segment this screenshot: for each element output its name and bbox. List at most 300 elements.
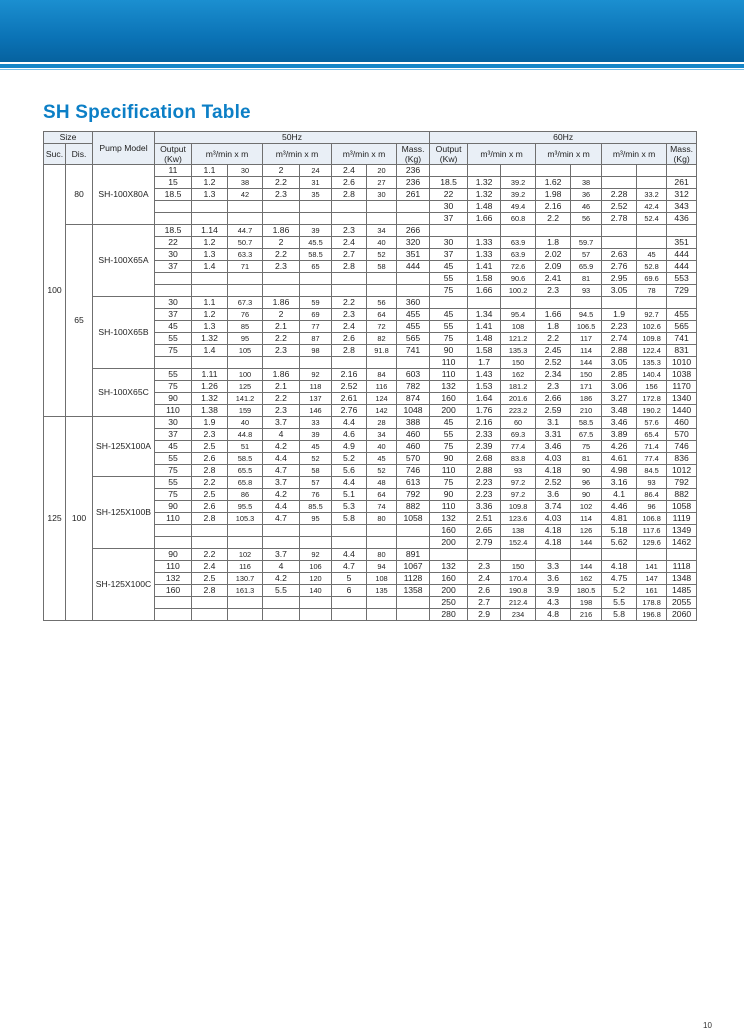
pump-model-cell: SH-125X100B xyxy=(93,477,155,549)
discharge-size-cell: 80 xyxy=(66,165,93,225)
value-cell: 30 xyxy=(430,237,468,249)
value-cell: 170.4 xyxy=(501,573,536,585)
value-cell: 2.4 xyxy=(192,561,228,573)
value-cell: 90 xyxy=(571,489,602,501)
value-cell: 5.5 xyxy=(602,597,637,609)
value-cell: 2.52 xyxy=(332,381,367,393)
value-cell: 782 xyxy=(397,381,430,393)
value-cell: 96 xyxy=(637,501,667,513)
value-cell: 2.16 xyxy=(468,417,501,429)
value-cell: 2.65 xyxy=(468,525,501,537)
value-cell: 4.1 xyxy=(602,489,637,501)
value-cell: 24 xyxy=(300,165,332,177)
value-cell: 460 xyxy=(397,429,430,441)
value-cell: 152.4 xyxy=(501,537,536,549)
value-cell xyxy=(367,537,397,549)
value-cell: 86 xyxy=(228,489,263,501)
value-cell: 1.86 xyxy=(263,297,300,309)
value-cell xyxy=(397,357,430,369)
value-cell: 83.8 xyxy=(501,453,536,465)
value-cell: 1.66 xyxy=(468,213,501,225)
value-cell: 444 xyxy=(397,261,430,273)
value-cell: 1.66 xyxy=(536,309,571,321)
value-cell: 210 xyxy=(571,405,602,417)
value-cell: 30 xyxy=(155,417,192,429)
value-cell: 2.3 xyxy=(263,189,300,201)
value-cell: 95.4 xyxy=(501,309,536,321)
value-cell: 4.4 xyxy=(332,549,367,561)
value-cell: 87 xyxy=(300,333,332,345)
value-cell: 5.6 xyxy=(332,465,367,477)
pump-model-cell: SH-125X100C xyxy=(93,549,155,621)
value-cell: 22 xyxy=(155,237,192,249)
value-cell: 114 xyxy=(571,345,602,357)
value-cell: 132 xyxy=(430,381,468,393)
value-cell: 90.6 xyxy=(501,273,536,285)
value-cell: 2.2 xyxy=(332,297,367,309)
value-cell: 4.4 xyxy=(332,477,367,489)
value-cell: 106 xyxy=(300,561,332,573)
pump-model-cell: SH-100X65B xyxy=(93,297,155,369)
value-cell: 444 xyxy=(667,261,697,273)
value-cell: 2.2 xyxy=(192,477,228,489)
value-cell: 90 xyxy=(430,345,468,357)
value-cell: 78 xyxy=(637,285,667,297)
value-cell: 97.2 xyxy=(501,489,536,501)
value-cell: 4.75 xyxy=(602,573,637,585)
value-cell: 455 xyxy=(667,309,697,321)
value-cell xyxy=(192,537,228,549)
value-cell xyxy=(263,537,300,549)
value-cell xyxy=(332,273,367,285)
value-cell: 1067 xyxy=(397,561,430,573)
value-cell xyxy=(602,549,637,561)
value-cell: 2.23 xyxy=(468,489,501,501)
value-cell: 90 xyxy=(571,465,602,477)
value-cell xyxy=(300,609,332,621)
value-cell: 160 xyxy=(430,393,468,405)
value-cell: 93 xyxy=(571,285,602,297)
value-cell: 37 xyxy=(155,309,192,321)
value-cell: 52 xyxy=(367,249,397,261)
value-cell: 613 xyxy=(397,477,430,489)
value-cell: 223.2 xyxy=(501,405,536,417)
value-cell: 2.6 xyxy=(192,501,228,513)
value-cell: 2.2 xyxy=(263,177,300,189)
value-cell: 160 xyxy=(430,525,468,537)
value-cell: 95 xyxy=(228,333,263,345)
value-cell: 1.62 xyxy=(536,177,571,189)
value-cell: 343 xyxy=(667,201,697,213)
value-cell: 65.8 xyxy=(228,477,263,489)
value-cell: 108 xyxy=(367,573,397,585)
value-cell: 1.9 xyxy=(602,309,637,321)
value-cell: 1.48 xyxy=(468,333,501,345)
value-cell xyxy=(263,597,300,609)
value-cell: 162 xyxy=(501,369,536,381)
table-row xyxy=(44,477,697,489)
value-cell: 2.8 xyxy=(192,465,228,477)
value-cell: 2.1 xyxy=(263,321,300,333)
value-cell: 116 xyxy=(367,381,397,393)
value-cell: 20 xyxy=(367,165,397,177)
value-cell: 122.4 xyxy=(637,345,667,357)
value-cell: 836 xyxy=(667,453,697,465)
value-cell: 570 xyxy=(667,429,697,441)
value-cell: 39 xyxy=(300,429,332,441)
table-row xyxy=(44,165,697,177)
value-cell xyxy=(300,273,332,285)
value-cell: 146 xyxy=(300,405,332,417)
value-cell: 2.3 xyxy=(263,261,300,273)
value-cell: 55 xyxy=(430,321,468,333)
value-cell: 65 xyxy=(300,261,332,273)
value-cell: 138 xyxy=(501,525,536,537)
value-cell: 2.3 xyxy=(536,285,571,297)
value-cell: 117.6 xyxy=(637,525,667,537)
page-title: SH Specification Table xyxy=(43,102,251,123)
value-cell: 5.2 xyxy=(602,585,637,597)
value-cell: 162 xyxy=(571,573,602,585)
value-cell: 1.2 xyxy=(192,177,228,189)
value-cell: 6 xyxy=(332,585,367,597)
value-cell: 212.4 xyxy=(501,597,536,609)
value-cell: 33.2 xyxy=(637,189,667,201)
value-cell: 38 xyxy=(571,177,602,189)
value-cell: 52.8 xyxy=(637,261,667,273)
value-cell xyxy=(155,609,192,621)
value-cell: 100.2 xyxy=(501,285,536,297)
value-cell: 18.5 xyxy=(155,225,192,237)
value-cell: 3.36 xyxy=(468,501,501,513)
value-cell: 186 xyxy=(571,393,602,405)
value-cell: 3.7 xyxy=(263,477,300,489)
value-cell: 1.26 xyxy=(192,381,228,393)
value-cell: 3.1 xyxy=(536,417,571,429)
value-cell: 135.3 xyxy=(637,357,667,369)
value-cell: 882 xyxy=(397,501,430,513)
value-cell: 93 xyxy=(501,465,536,477)
value-cell xyxy=(397,537,430,549)
value-cell: 388 xyxy=(397,417,430,429)
value-cell: 93 xyxy=(637,477,667,489)
value-cell: 1.32 xyxy=(468,189,501,201)
value-cell: 106.5 xyxy=(571,321,602,333)
value-cell xyxy=(430,225,468,237)
pump-model-cell: SH-100X65A xyxy=(93,225,155,297)
value-cell: 2.3 xyxy=(468,561,501,573)
value-cell: 1.4 xyxy=(192,261,228,273)
value-cell: 4.03 xyxy=(536,453,571,465)
value-cell xyxy=(397,273,430,285)
value-cell: 2060 xyxy=(667,609,697,621)
value-cell: 37 xyxy=(155,429,192,441)
value-cell: 36 xyxy=(571,189,602,201)
value-cell: 55 xyxy=(155,369,192,381)
table-row xyxy=(44,369,697,381)
value-cell: 201.6 xyxy=(501,393,536,405)
value-cell: 1.14 xyxy=(192,225,228,237)
value-cell: 2.5 xyxy=(192,489,228,501)
value-cell: 3.6 xyxy=(536,573,571,585)
value-cell: 216 xyxy=(571,609,602,621)
value-cell: 4.9 xyxy=(332,441,367,453)
value-cell: 69.3 xyxy=(501,429,536,441)
value-cell xyxy=(332,537,367,549)
value-cell: 132 xyxy=(430,513,468,525)
value-cell: 39.2 xyxy=(501,177,536,189)
value-cell: 4.18 xyxy=(536,537,571,549)
value-cell xyxy=(228,201,263,213)
value-cell: 74 xyxy=(367,501,397,513)
value-cell: 1038 xyxy=(667,369,697,381)
value-cell: 141 xyxy=(637,561,667,573)
value-cell: 84.5 xyxy=(637,465,667,477)
value-cell: 1.1 xyxy=(192,297,228,309)
value-cell: 3.16 xyxy=(602,477,637,489)
value-cell: 741 xyxy=(667,333,697,345)
value-cell: 77.4 xyxy=(501,441,536,453)
value-cell: 1348 xyxy=(667,573,697,585)
value-cell: 90 xyxy=(155,501,192,513)
value-cell: 4.26 xyxy=(602,441,637,453)
value-cell: 746 xyxy=(397,465,430,477)
value-cell xyxy=(228,537,263,549)
value-cell: 45 xyxy=(155,441,192,453)
value-cell xyxy=(397,201,430,213)
value-cell: 874 xyxy=(397,393,430,405)
value-cell: 4 xyxy=(263,561,300,573)
value-cell xyxy=(263,213,300,225)
value-cell xyxy=(192,357,228,369)
value-cell: 190.8 xyxy=(501,585,536,597)
value-cell: 63.9 xyxy=(501,237,536,249)
value-cell: 4.2 xyxy=(263,441,300,453)
flow-head-header-50-3: m³/min x m xyxy=(332,144,397,165)
value-cell: 75 xyxy=(430,333,468,345)
value-cell: 44.8 xyxy=(228,429,263,441)
value-cell: 132 xyxy=(430,561,468,573)
value-cell: 55 xyxy=(430,273,468,285)
value-cell: 57.6 xyxy=(637,417,667,429)
value-cell: 1170 xyxy=(667,381,697,393)
value-cell xyxy=(155,273,192,285)
value-cell xyxy=(332,609,367,621)
value-cell xyxy=(637,549,667,561)
value-cell: 3.7 xyxy=(263,417,300,429)
value-cell: 39.2 xyxy=(501,189,536,201)
value-cell: 132 xyxy=(155,573,192,585)
value-cell: 2.8 xyxy=(332,189,367,201)
flow-head-header-60-2: m³/min x m xyxy=(536,144,602,165)
value-cell xyxy=(300,357,332,369)
value-cell xyxy=(397,525,430,537)
value-cell: 1119 xyxy=(667,513,697,525)
value-cell: 2.9 xyxy=(468,609,501,621)
page-number: 10 xyxy=(703,1021,712,1030)
value-cell: 4.8 xyxy=(536,609,571,621)
value-cell: 160 xyxy=(430,573,468,585)
value-cell: 120 xyxy=(300,573,332,585)
value-cell: 80 xyxy=(367,549,397,561)
value-cell xyxy=(367,285,397,297)
value-cell: 106.8 xyxy=(637,513,667,525)
value-cell: 1.43 xyxy=(468,369,501,381)
value-cell: 261 xyxy=(397,189,430,201)
value-cell: 72 xyxy=(367,321,397,333)
value-cell: 178.8 xyxy=(637,597,667,609)
value-cell xyxy=(263,285,300,297)
value-cell: 124 xyxy=(367,393,397,405)
value-cell: 28 xyxy=(367,417,397,429)
value-cell: 1012 xyxy=(667,465,697,477)
value-cell: 117 xyxy=(571,333,602,345)
value-cell xyxy=(602,225,637,237)
value-cell: 3.9 xyxy=(536,585,571,597)
value-cell: 2.8 xyxy=(192,585,228,597)
value-cell: 1462 xyxy=(667,537,697,549)
value-cell: 60.8 xyxy=(501,213,536,225)
value-cell: 3.27 xyxy=(602,393,637,405)
value-cell: 64 xyxy=(367,489,397,501)
value-cell: 95 xyxy=(300,513,332,525)
value-cell: 2.2 xyxy=(263,333,300,345)
value-cell: 64 xyxy=(367,309,397,321)
value-cell: 137 xyxy=(300,393,332,405)
value-cell: 18.5 xyxy=(430,177,468,189)
value-cell: 63.3 xyxy=(228,249,263,261)
value-cell xyxy=(430,165,468,177)
value-cell: 4.61 xyxy=(602,453,637,465)
value-cell xyxy=(228,213,263,225)
value-cell: 236 xyxy=(397,165,430,177)
value-cell: 76 xyxy=(300,489,332,501)
value-cell: 58 xyxy=(367,261,397,273)
value-cell xyxy=(155,525,192,537)
value-cell: 102.6 xyxy=(637,321,667,333)
value-cell: 603 xyxy=(397,369,430,381)
value-cell: 92 xyxy=(300,369,332,381)
value-cell: 1.4 xyxy=(192,345,228,357)
value-cell: 44.7 xyxy=(228,225,263,237)
value-cell: 37 xyxy=(430,213,468,225)
value-cell: 75 xyxy=(430,477,468,489)
value-cell: 2.3 xyxy=(332,225,367,237)
value-cell xyxy=(602,237,637,249)
value-cell: 5.62 xyxy=(602,537,637,549)
value-cell: 58.5 xyxy=(300,249,332,261)
value-cell: 82 xyxy=(367,333,397,345)
discharge-size-cell: 100 xyxy=(66,417,93,621)
table-row xyxy=(44,417,697,429)
value-cell: 2.7 xyxy=(332,249,367,261)
value-cell xyxy=(300,597,332,609)
value-cell: 4.03 xyxy=(536,513,571,525)
value-cell: 52 xyxy=(367,465,397,477)
value-cell: 351 xyxy=(667,237,697,249)
value-cell: 2.4 xyxy=(332,321,367,333)
value-cell: 56 xyxy=(571,213,602,225)
value-cell: 266 xyxy=(397,225,430,237)
value-cell: 3.05 xyxy=(602,357,637,369)
value-cell: 2.5 xyxy=(192,573,228,585)
value-cell: 1.41 xyxy=(468,261,501,273)
value-cell: 76 xyxy=(228,309,263,321)
value-cell: 2.5 xyxy=(192,441,228,453)
value-cell: 2.4 xyxy=(332,237,367,249)
value-cell: 52.4 xyxy=(637,213,667,225)
value-cell: 51 xyxy=(228,441,263,453)
value-cell: 190.2 xyxy=(637,405,667,417)
value-cell xyxy=(571,165,602,177)
value-cell: 110 xyxy=(155,561,192,573)
value-cell: 114 xyxy=(571,513,602,525)
table-row xyxy=(44,549,697,561)
value-cell: 1.66 xyxy=(468,285,501,297)
value-cell: 129.6 xyxy=(637,537,667,549)
value-cell: 75 xyxy=(430,441,468,453)
value-cell xyxy=(468,549,501,561)
value-cell: 75 xyxy=(155,345,192,357)
value-cell: 1.48 xyxy=(468,201,501,213)
value-cell: 2.23 xyxy=(602,321,637,333)
table-row xyxy=(44,225,697,237)
value-cell: 11 xyxy=(155,165,192,177)
value-cell: 110 xyxy=(430,357,468,369)
value-cell: 94.5 xyxy=(571,309,602,321)
value-cell: 171 xyxy=(571,381,602,393)
value-cell: 741 xyxy=(397,345,430,357)
value-cell: 161 xyxy=(637,585,667,597)
value-cell: 90 xyxy=(155,549,192,561)
value-cell: 109.8 xyxy=(501,501,536,513)
value-cell: 1.32 xyxy=(468,177,501,189)
value-cell: 90 xyxy=(430,453,468,465)
mass-header-60: Mass. (Kg) xyxy=(667,144,697,165)
value-cell: 2.34 xyxy=(536,369,571,381)
value-cell xyxy=(263,201,300,213)
value-cell: 85 xyxy=(228,321,263,333)
value-cell: 50.7 xyxy=(228,237,263,249)
value-cell: 1.86 xyxy=(263,369,300,381)
output-header-60: Output (Kw) xyxy=(430,144,468,165)
value-cell xyxy=(536,165,571,177)
value-cell: 460 xyxy=(667,417,697,429)
value-cell: 2.41 xyxy=(536,273,571,285)
value-cell: 1.64 xyxy=(468,393,501,405)
value-cell: 75 xyxy=(155,465,192,477)
value-cell: 110 xyxy=(155,405,192,417)
value-cell xyxy=(332,213,367,225)
value-cell: 58.5 xyxy=(228,453,263,465)
value-cell: 125 xyxy=(228,381,263,393)
value-cell: 5.5 xyxy=(263,585,300,597)
value-cell: 22 xyxy=(430,189,468,201)
value-cell: 1.33 xyxy=(468,237,501,249)
value-cell: 1.3 xyxy=(192,321,228,333)
value-cell: 2.88 xyxy=(602,345,637,357)
value-cell: 180.5 xyxy=(571,585,602,597)
value-cell xyxy=(501,165,536,177)
value-cell: 4.46 xyxy=(602,501,637,513)
value-cell: 2.95 xyxy=(602,273,637,285)
value-cell: 2.6 xyxy=(332,177,367,189)
value-cell: 5.1 xyxy=(332,489,367,501)
value-cell: 2.6 xyxy=(192,453,228,465)
value-cell: 159 xyxy=(228,405,263,417)
value-cell: 3.7 xyxy=(263,549,300,561)
value-cell: 1.8 xyxy=(536,321,571,333)
